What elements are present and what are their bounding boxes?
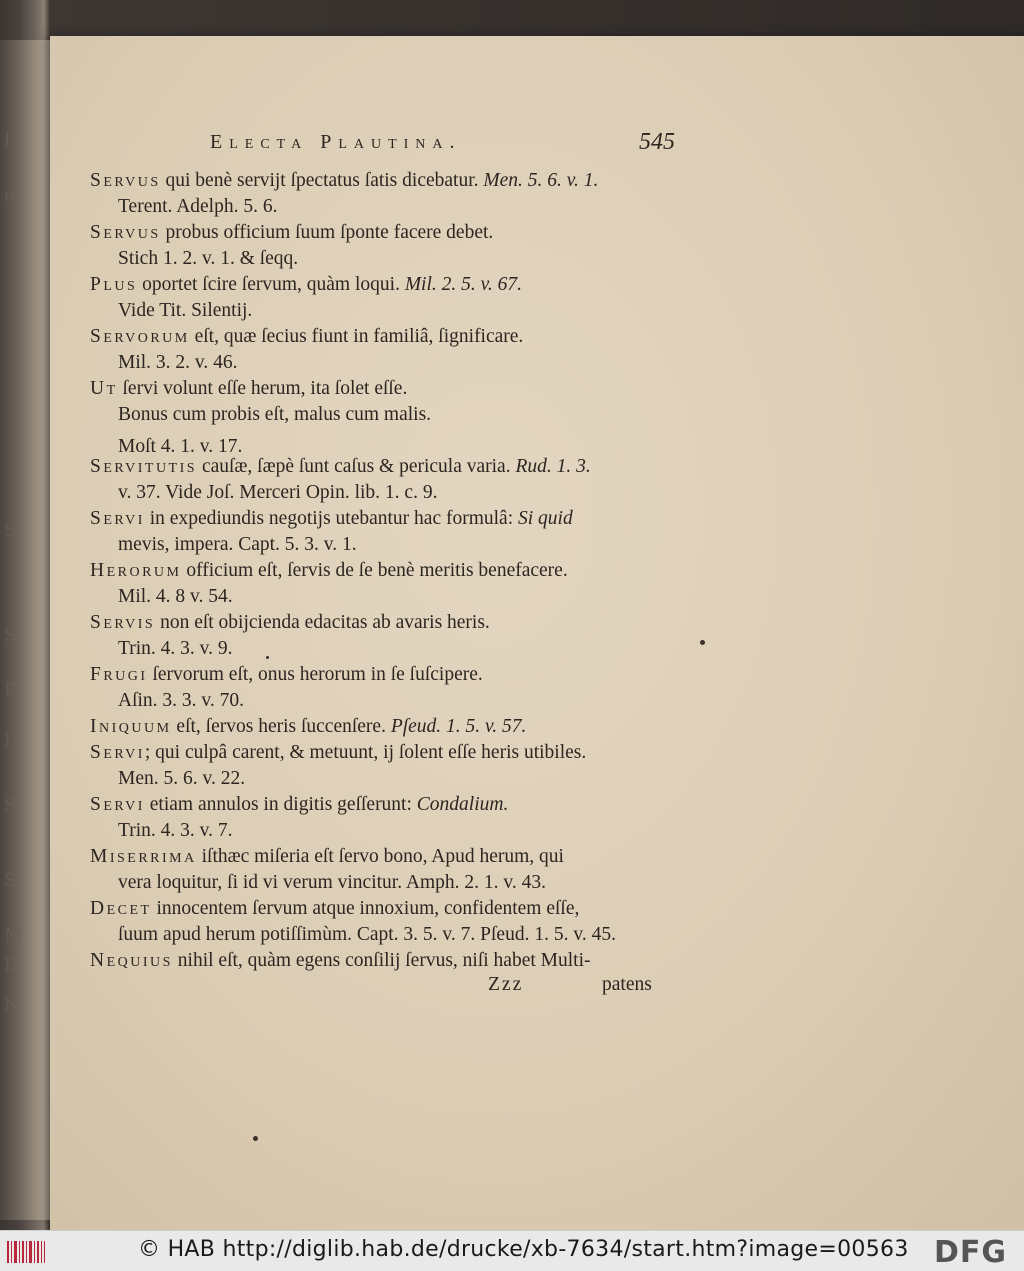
bleed-through-letter: N [4, 995, 20, 1016]
entry-lead-word: Iniquum [90, 716, 172, 737]
entry-reference: Pſeud. 1. 5. v. 57. [385, 716, 527, 737]
entry-continuation: Bonus cum probis eſt, malus cum malis. [118, 404, 432, 425]
entry-lead-word: Servi [90, 508, 145, 529]
bleed-through-letter: S [4, 625, 17, 646]
entry [90, 272, 700, 324]
entry-lead-word: Plus [90, 274, 138, 295]
bleed-through-letter: S [4, 870, 17, 891]
entry-continuation: Mil. 4. 8 v. 54. [118, 586, 233, 607]
entry-continuation: Terent. Adelph. 5. 6. [118, 196, 278, 217]
entry-text: ſervorum eſt, onus herorum in ſe ſuſcipere. [147, 664, 483, 685]
catchword: patens [602, 974, 652, 995]
entry-continuation: mevis, impera. Capt. 5. 3. v. 1. [118, 534, 357, 555]
catchline [90, 974, 680, 1000]
entry-text: nihil eſt, quàm egens conſilij ſervus, niſi habet Multi- [172, 950, 591, 971]
entry-text: in expediundis negotijs utebantur hac formulâ: [144, 508, 519, 529]
bleed-through-letter: S [4, 795, 17, 816]
entry [90, 168, 700, 220]
entry-continuation: v. 37. Vide Joſ. Merceri Opin. lib. 1. c. 9. [118, 482, 438, 503]
entry-continuation: Vide Tit. Silentij. [118, 300, 253, 321]
entry-reference: Men. 5. 6. v. 1. [478, 170, 599, 191]
barcode-icon [6, 1239, 46, 1265]
entry-text: ; qui culpâ carent, & metuunt, ij ſolent eſſe heris utibiles. [144, 742, 587, 763]
book-page [50, 36, 1024, 1230]
entry-continuation: Aſin. 3. 3. v. 70. [118, 690, 245, 711]
entry-lead-word: Servus [90, 222, 161, 243]
running-head [130, 129, 675, 165]
entry-text: innocentem ſervum atque innoxium, confidentem eſſe, [151, 898, 580, 919]
bleed-through-letter: S [4, 520, 17, 541]
bleed-through-letter: M [4, 925, 23, 946]
entry [90, 740, 700, 792]
entry-continuation: vera loquitur, ſi id vi verum vincitur. Amph. 2. 1. v. 43. [118, 872, 546, 893]
entry-continuation: Men. 5. 6. v. 22. [118, 768, 246, 789]
entry-text: probus officium ſuum ſponte facere debet. [160, 222, 494, 243]
footer-bar [0, 1230, 1024, 1271]
entry-text: ſervi volunt eſſe herum, ita ſolet eſſe. [117, 378, 408, 399]
bleed-through-letter: ſ [4, 130, 11, 151]
entry-lead-word: Herorum [90, 560, 182, 581]
bleed-through-letter: D [4, 955, 19, 976]
bleed-through-letter: e [4, 185, 15, 206]
entry-reference: Condalium. [411, 794, 509, 815]
entry-lead-word: Servi [90, 742, 145, 763]
entry-continuation: ſuum apud herum potiſſimùm. Capt. 3. 5. v. 7. Pſeud. 1. 5. v. 45. [118, 924, 616, 945]
entry-text: oportet ſcire ſervum, quàm loqui. [137, 274, 400, 295]
page-number: 545 [639, 129, 675, 155]
entry-lead-word: Servi [90, 794, 145, 815]
entry-lead-word: Servus [90, 170, 161, 191]
ink-speck [253, 1136, 258, 1141]
entry [90, 948, 700, 974]
entry-text: eſt, ſervos heris ſuccenſere. [171, 716, 386, 737]
entry-lead-word: Servitutis [90, 456, 198, 477]
dfg-logo: DFG [934, 1235, 1008, 1270]
entry [90, 506, 700, 558]
entry-text: eſt, quæ ſecius fiunt in familiâ, ſignificare. [189, 326, 524, 347]
signature-mark: Zzz [488, 974, 524, 995]
entry-reference: Si quid [518, 508, 573, 529]
entry [90, 792, 700, 844]
entry-lead-word: Decet [90, 898, 152, 919]
ink-speck [266, 656, 269, 659]
entry-reference: Mil. 2. 5. v. 67. [399, 274, 522, 295]
running-title: Electa Plautina. [210, 131, 462, 153]
entry [90, 714, 700, 740]
bleed-through-letter: I [4, 730, 12, 751]
entry [90, 220, 700, 272]
entry [90, 662, 700, 714]
entry-continuation: Moſt 4. 1. v. 17. [118, 436, 243, 457]
entry-text: non eſt obijcienda edacitas ab avaris heris. [155, 612, 490, 633]
entry [90, 610, 700, 662]
entry-text: iſthæc miſeria eſt ſervo bono, Apud herum, qui [196, 846, 564, 867]
entry-continuation: Stich 1. 2. v. 1. & ſeqq. [118, 248, 299, 269]
footer-copyright-link[interactable]: © HAB http://diglib.hab.de/drucke/xb-7634/start.htm?image=00563 [138, 1237, 909, 1262]
entry-reference: Rud. 1. 3. [510, 456, 591, 477]
entry [90, 896, 700, 948]
entry-lead-word: Ut [90, 378, 118, 399]
entry-lead-word: Nequius [90, 950, 173, 971]
ink-speck [700, 640, 705, 645]
entry-text: etiam annulos in digitis geſſerunt: [144, 794, 412, 815]
entry-text: cauſæ, ſæpè ſunt caſus & pericula varia. [197, 456, 511, 477]
entry-text: qui benè servijt ſpectatus ſatis dicebatur. [160, 170, 479, 191]
entry-continuation: Mil. 3. 2. v. 46. [118, 352, 238, 373]
entry [90, 376, 700, 460]
entry-lead-word: Servorum [90, 326, 190, 347]
entry-lead-word: Servis [90, 612, 156, 633]
entry-continuation: Trin. 4. 3. v. 7. [118, 820, 233, 841]
entry [90, 454, 700, 506]
entry-lead-word: Frugi [90, 664, 148, 685]
entry-text: officium eſt, ſervis de ſe benè meritis benefacere. [181, 560, 568, 581]
entry-continuation: Trin. 4. 3. v. 9. [118, 638, 233, 659]
previous-page-bleed-through [0, 40, 48, 1220]
entry [90, 558, 700, 610]
entry [90, 324, 700, 376]
entry-lead-word: Miserrima [90, 846, 197, 867]
bleed-through-letter: F [4, 680, 17, 701]
entry [90, 844, 700, 896]
